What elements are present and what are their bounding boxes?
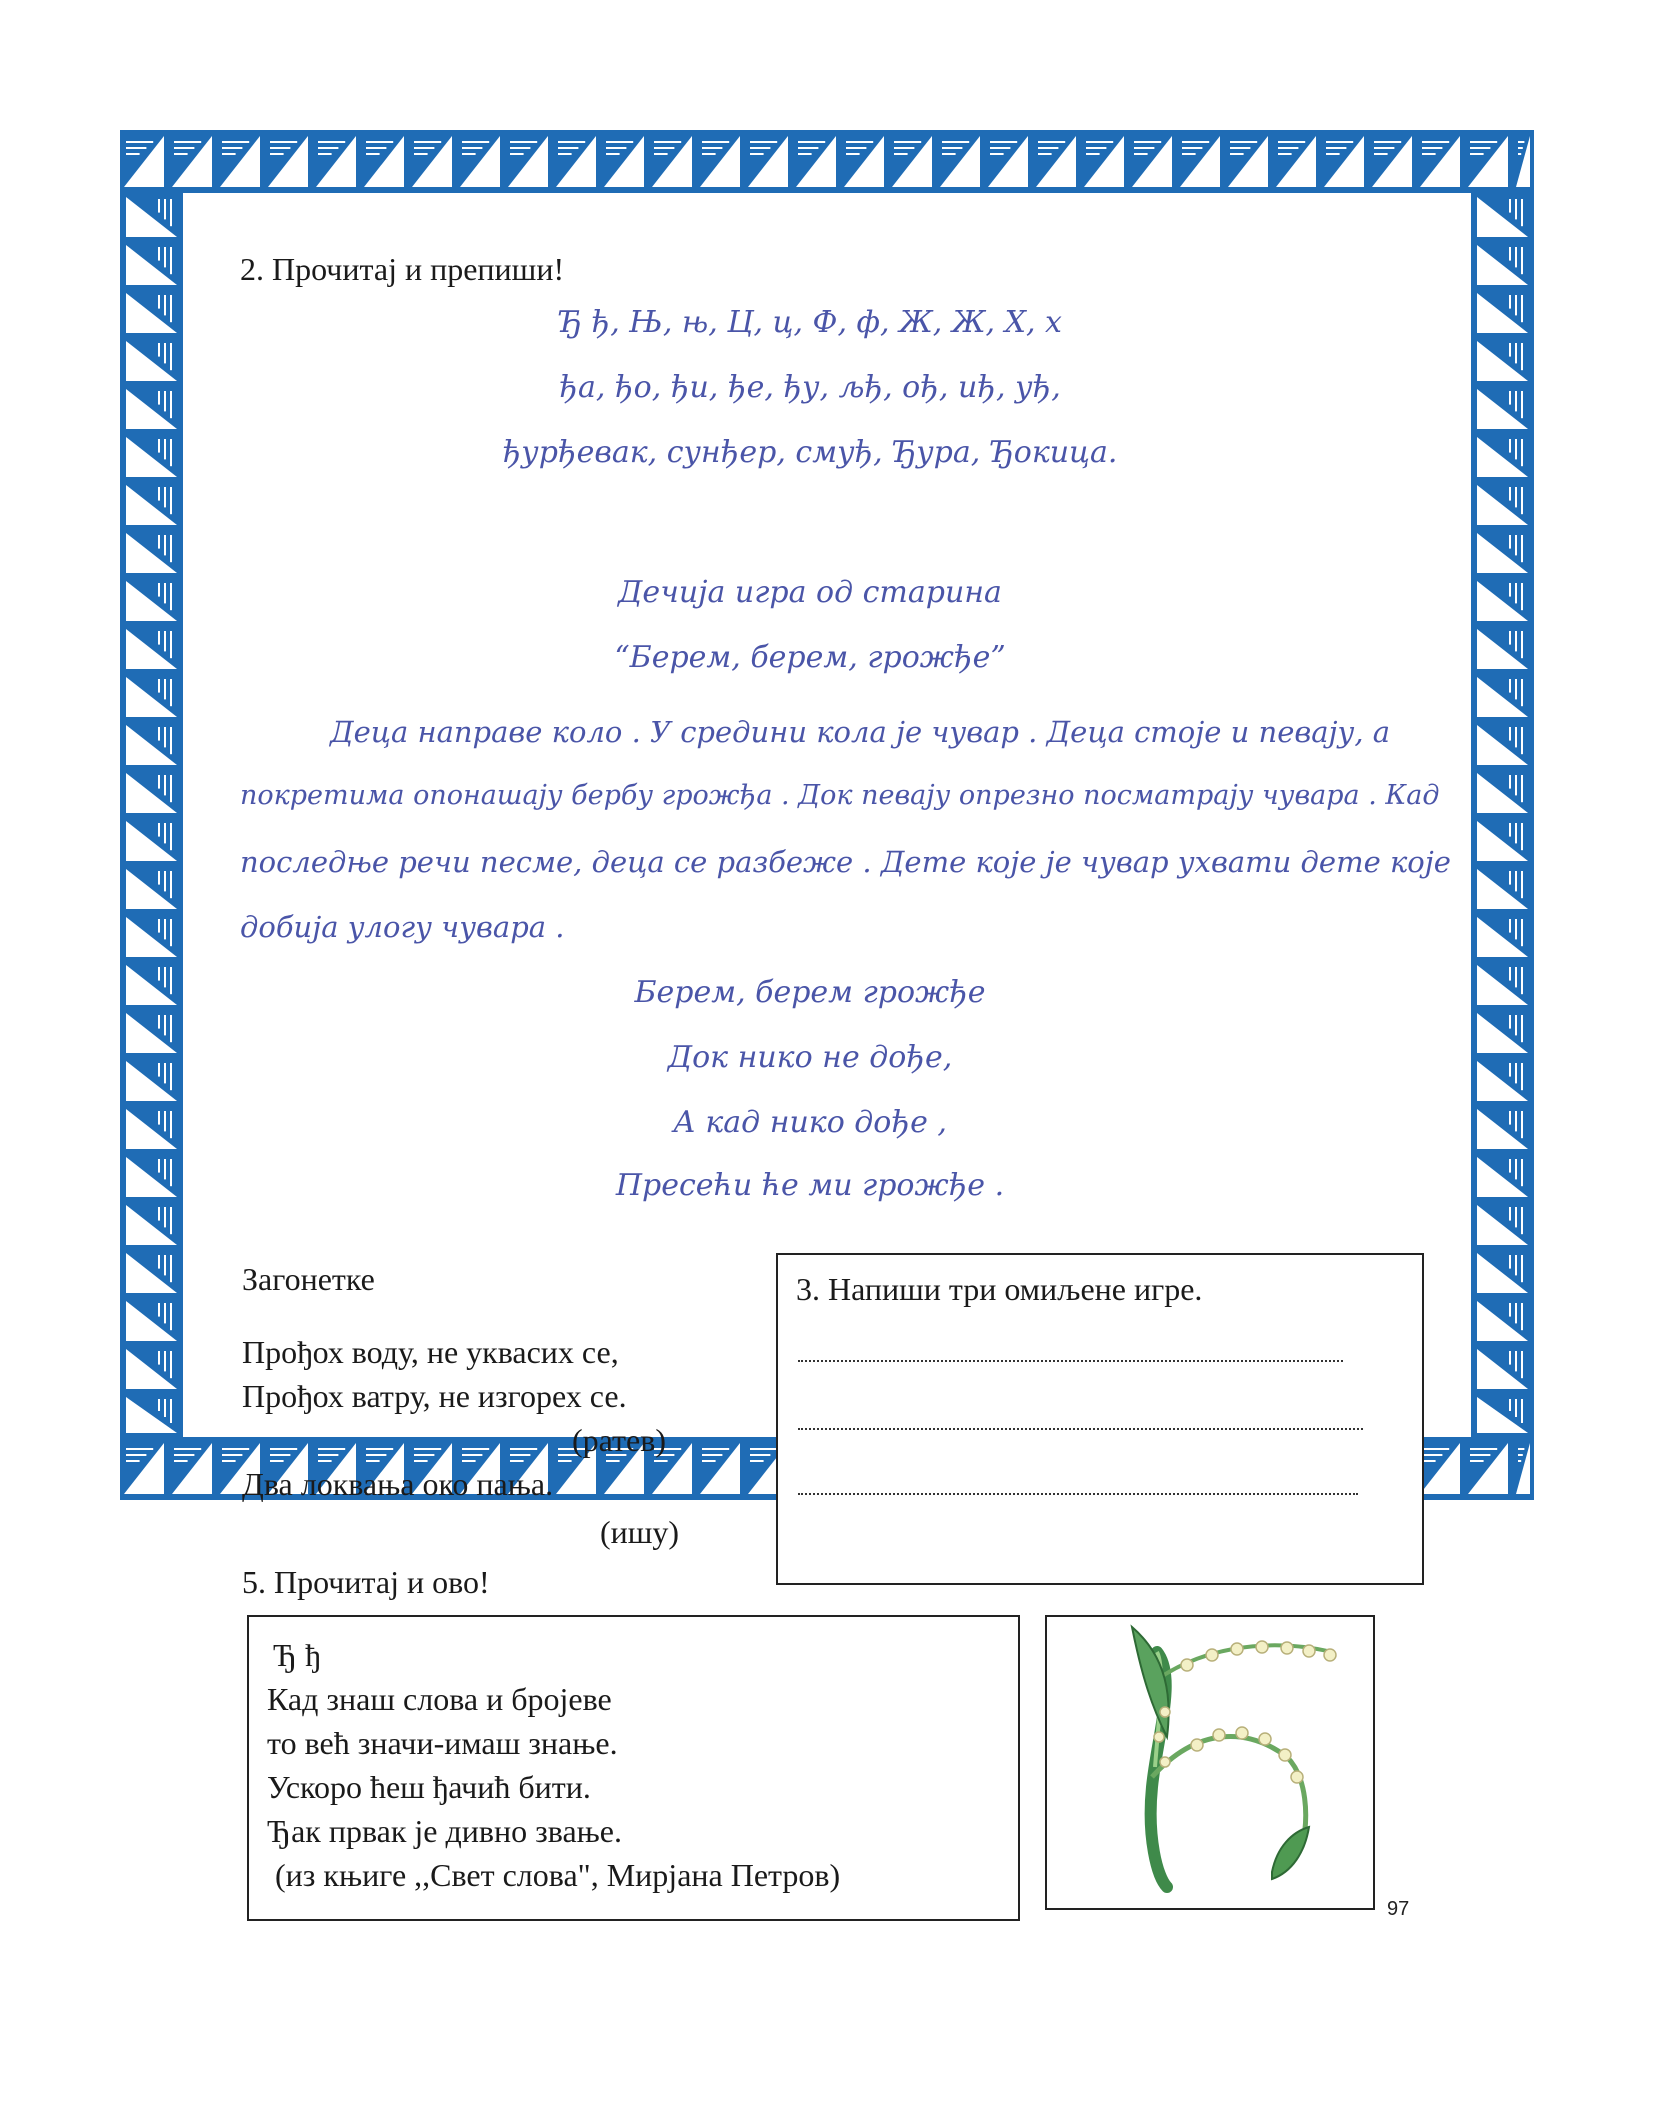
script-line-1: Ђ ђ, Њ, њ, Ц, ц, Ф, ф, Ж, Ж, Х, х [558,305,1062,340]
poem-5-line-2: то већ значи-имаш знање. [267,1725,618,1761]
poem-line-4: Пресећи ће ми грожђе . [615,1168,1005,1203]
story-title: Дечија игра од старина [618,575,1002,610]
poem-5-line-3: Ускоро ћеш ђачић бити. [267,1769,591,1805]
story-line-2: покретима опонашају бербу грожђа . Док певају опрезно посматрају чувара . Кад [240,780,1440,811]
exercise-5-heading: 5. Прочитај и ово! [242,1564,490,1600]
exercise-3-heading: 3. Напиши три омиљене игре. [796,1271,1203,1307]
poem-5-source: (из књиге ,,Свет слова", Мирјана Петров) [267,1857,841,1893]
story-subtitle: “Берем, берем, грожђе” [614,640,1006,675]
poem-line-2: Док нико не дође, [667,1040,953,1075]
script-line-3: ђурђевак, сунђер, смуђ, Ђура, Ђокица. [502,435,1118,470]
story-line-4: добија улогу чувара . [240,910,565,944]
answer-line-2[interactable] [798,1428,1363,1430]
riddle-1-answer: (ратев) [572,1422,666,1458]
riddle-1-line-1: Прођох воду, не уквасих се, [242,1334,619,1370]
answer-line-3[interactable] [798,1493,1358,1495]
script-line-2: ђа, ђо, ђи, ђе, ђу, љђ, ођ, иђ, уђ, [559,370,1061,405]
story-line-1: Деца направе коло . У средини кола је чувар . Деца стоје и певају, а [330,715,1391,749]
riddle-2-line: Два локвања око пања. [242,1466,554,1502]
riddle-1-line-2: Прођох ватру, не изгорех се. [242,1378,627,1414]
page-number: 97 [1387,1898,1410,1920]
exercise-2-heading: 2. Прочитај и препиши! [240,251,565,287]
poem-line-3: А кад нико дође , [673,1105,947,1140]
answer-line-1[interactable] [798,1360,1343,1362]
illustration-box [1045,1615,1375,1910]
riddle-2-answer: (ишу) [600,1514,680,1550]
poem-5-line-4: Ђак првак је дивно звање. [267,1813,622,1849]
riddles-heading: Загонетке [242,1261,375,1297]
story-line-3: последње речи песме, деца се разбеже . Дете које је чувар ухвати дете које [240,845,1451,879]
poem-5-line-1: Кад знаш слова и бројеве [267,1681,612,1717]
poem-line-1: Берем, берем грожђе [634,975,986,1010]
lily-of-the-valley-letter-icon [1047,1617,1373,1908]
letter-dje: Ђ ђ [273,1637,321,1673]
